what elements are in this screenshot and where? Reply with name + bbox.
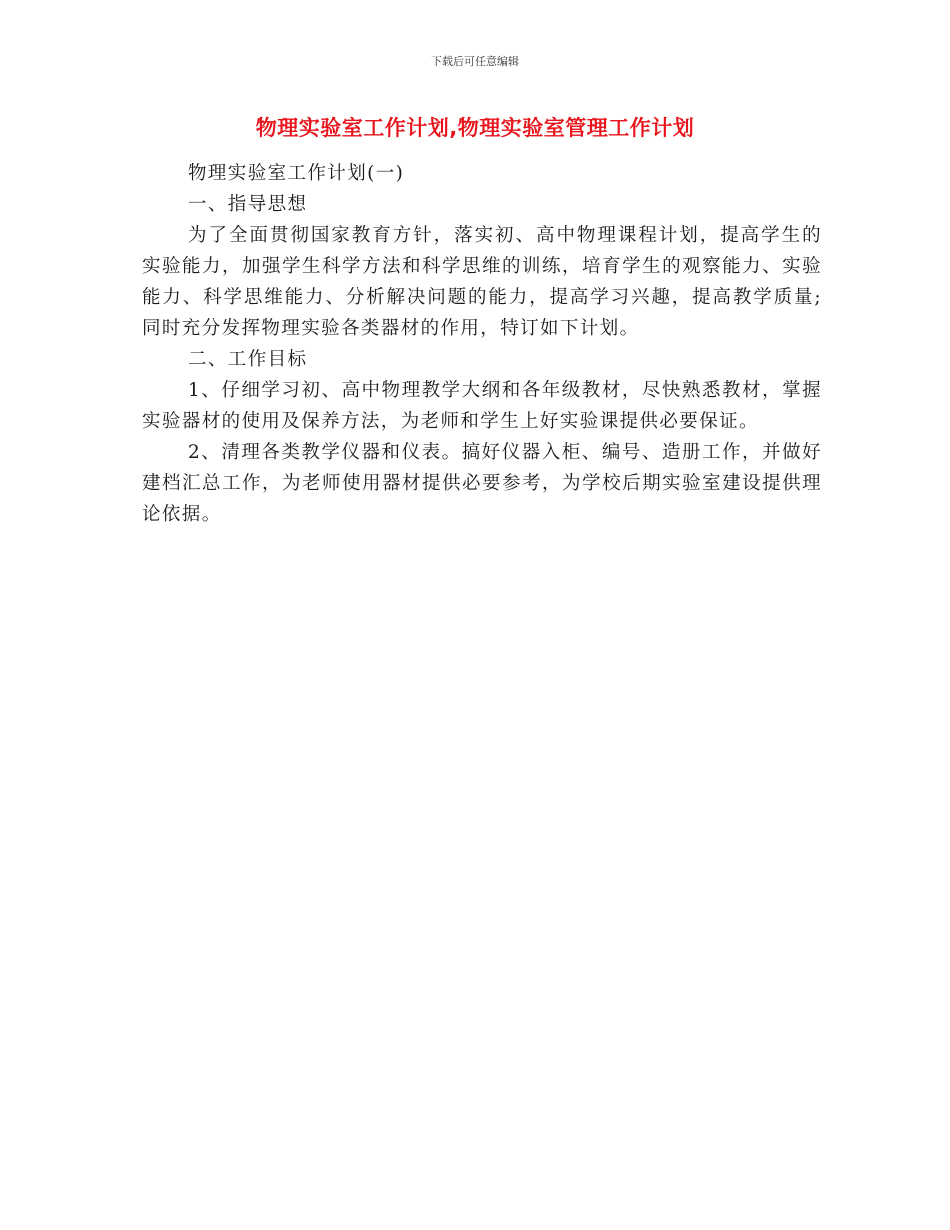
document-body [142,158,822,530]
header-note: 下载后可任意编辑 [431,55,519,68]
section-subtitle: 物理实验室工作计划(一) [188,163,405,184]
paragraph-goal-2: 2、清理各类教学仪器和仪表。搞好仪器入柜、编号、造册工作，并做好建档汇总工作，为老师使用器材提供必要参考，为学校后期实验室建设提供理论依据。 [142,442,822,525]
section-heading-guiding-ideology: 一、指导思想 [188,194,308,215]
section-heading-work-goals: 二、工作目标 [188,349,308,370]
paragraph-goal-1: 1、仔细学习初、高中物理教学大纲和各年级教材，尽快熟悉教材，掌握实验器材的使用及保养方法，为老师和学生上好实验课提供必要保证。 [142,380,822,432]
paragraph-guiding-ideology: 为了全面贯彻国家教育方针，落实初、高中物理课程计划，提高学生的实验能力，加强学生科学方法和科学思维的训练，培育学生的观察能力、实验能力、科学思维能力、分析解决问题的能力，提高学习兴趣，提高教学质量;同时充分发挥物理实验各类器材的作用，特订如下计划。 [142,225,822,339]
document-title: 物理实验室工作计划,物理实验室管理工作计划 [255,116,695,140]
